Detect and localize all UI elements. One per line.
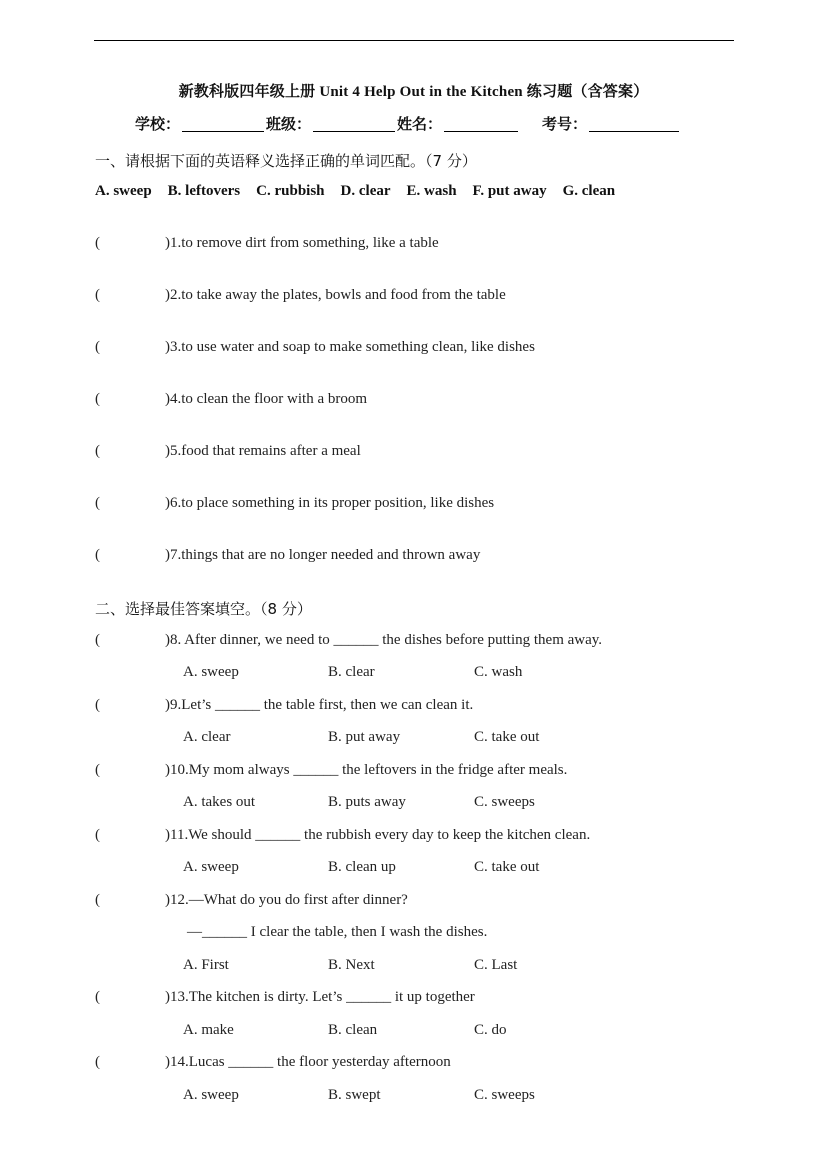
question-8 (95, 632, 602, 649)
choice-b[interactable]: B. put away (328, 729, 401, 745)
answer-blank[interactable]: ( (95, 287, 100, 303)
choice-a[interactable]: A. sweep (183, 859, 239, 875)
exam-no-field[interactable] (589, 115, 679, 132)
choice-a[interactable]: A. First (183, 957, 229, 973)
question-14 (95, 1054, 451, 1071)
answer-blank[interactable]: ( (95, 697, 100, 713)
word-options (95, 183, 631, 200)
question-text: )12.—What do you do first after dinner? (165, 892, 408, 908)
option-g: G. clean (562, 183, 616, 199)
question-3 (95, 339, 535, 356)
choice-c[interactable]: C. Last (474, 957, 518, 973)
name-label: 姓名： (397, 117, 443, 133)
option-f: F. put away (472, 183, 547, 199)
question-text: )11.We should ______ the rubbish every day to keep the kitchen clean. (165, 827, 591, 843)
option-a: A. sweep (95, 183, 152, 199)
class-field[interactable] (313, 115, 395, 132)
question-text: )7.things that are no longer needed and thrown away (165, 547, 481, 563)
choice-a[interactable]: A. clear (183, 729, 231, 745)
page-title: 新教科版四年级上册 Unit 4 Help Out in the Kitchen 练习题（含答案） (178, 84, 649, 100)
choice-b[interactable]: B. swept (328, 1087, 381, 1103)
choice-c[interactable]: C. take out (474, 859, 540, 875)
question-12 (95, 892, 408, 909)
header-rule (94, 40, 734, 41)
class-label: 班级： (266, 117, 312, 133)
answer-blank[interactable]: ( (95, 762, 100, 778)
option-b: B. leftovers (167, 183, 241, 199)
section1-heading: 一、请根据下面的英语释义选择正确的单词匹配。（7 分） (95, 152, 477, 170)
question-text: )9.Let’s ______ the table first, then we can clean it. (165, 697, 474, 713)
answer-blank[interactable]: ( (95, 443, 100, 459)
question-11 (95, 827, 590, 844)
choice-c[interactable]: C. wash (474, 664, 523, 680)
choice-b[interactable]: B. clean (328, 1022, 378, 1038)
name-field[interactable] (444, 115, 518, 132)
option-c: C. rubbish (256, 183, 325, 199)
question-text: )10.My mom always ______ the leftovers in the fridge after meals. (165, 762, 568, 778)
choice-b[interactable]: B. puts away (328, 794, 406, 810)
answer-blank[interactable]: ( (95, 1054, 100, 1070)
question-10 (95, 762, 567, 779)
choice-b[interactable]: B. clean up (328, 859, 396, 875)
question-7 (95, 547, 480, 564)
section2-heading: 二、选择最佳答案填空。（8 分） (95, 600, 312, 618)
choice-c[interactable]: C. take out (474, 729, 540, 745)
choice-a[interactable]: A. make (183, 1022, 234, 1038)
question-text: )5.food that remains after a meal (165, 443, 361, 459)
school-field[interactable] (182, 115, 264, 132)
question-text: )13.The kitchen is dirty. Let’s ______ it up together (165, 989, 475, 1005)
answer-blank[interactable]: ( (95, 989, 100, 1005)
choice-a[interactable]: A. takes out (183, 794, 256, 810)
answer-blank[interactable]: ( (95, 547, 100, 563)
question-13 (95, 989, 475, 1006)
question-text: )1.to remove dirt from something, like a table (165, 235, 439, 251)
question-2 (95, 287, 506, 304)
question-text: )3.to use water and soap to make something clean, like dishes (165, 339, 535, 355)
question-6 (95, 495, 494, 512)
question-text: )4.to clean the floor with a broom (165, 391, 368, 407)
choice-b[interactable]: B. clear (328, 664, 375, 680)
question-text: )8. After dinner, we need to ______ the dishes before putting them away. (165, 632, 603, 648)
question-1 (95, 235, 439, 252)
answer-blank[interactable]: ( (95, 391, 100, 407)
choice-c[interactable]: C. sweeps (474, 794, 535, 810)
question-12-response: —______ I clear the table, then I wash the dishes. (187, 924, 488, 940)
choice-a[interactable]: A. sweep (183, 1087, 239, 1103)
answer-blank[interactable]: ( (95, 235, 100, 251)
option-d: D. clear (340, 183, 391, 199)
choice-a[interactable]: A. sweep (183, 664, 239, 680)
choice-c[interactable]: C. sweeps (474, 1087, 535, 1103)
answer-blank[interactable]: ( (95, 827, 100, 843)
answer-blank[interactable]: ( (95, 892, 100, 908)
question-text: )2.to take away the plates, bowls and food from the table (165, 287, 506, 303)
choice-b[interactable]: B. Next (328, 957, 375, 973)
question-9 (95, 697, 473, 714)
answer-blank[interactable]: ( (95, 632, 100, 648)
question-5 (95, 443, 361, 460)
student-info-row (135, 113, 681, 134)
question-text: )14.Lucas ______ the floor yesterday afternoon (165, 1054, 451, 1070)
option-e: E. wash (406, 183, 457, 199)
answer-blank[interactable]: ( (95, 495, 100, 511)
question-text: )6.to place something in its proper position, like dishes (165, 495, 495, 511)
school-label: 学校： (135, 117, 181, 133)
choice-c[interactable]: C. do (474, 1022, 507, 1038)
question-4 (95, 391, 367, 408)
exam-no-label: 考号： (542, 117, 588, 133)
answer-blank[interactable]: ( (95, 339, 100, 355)
